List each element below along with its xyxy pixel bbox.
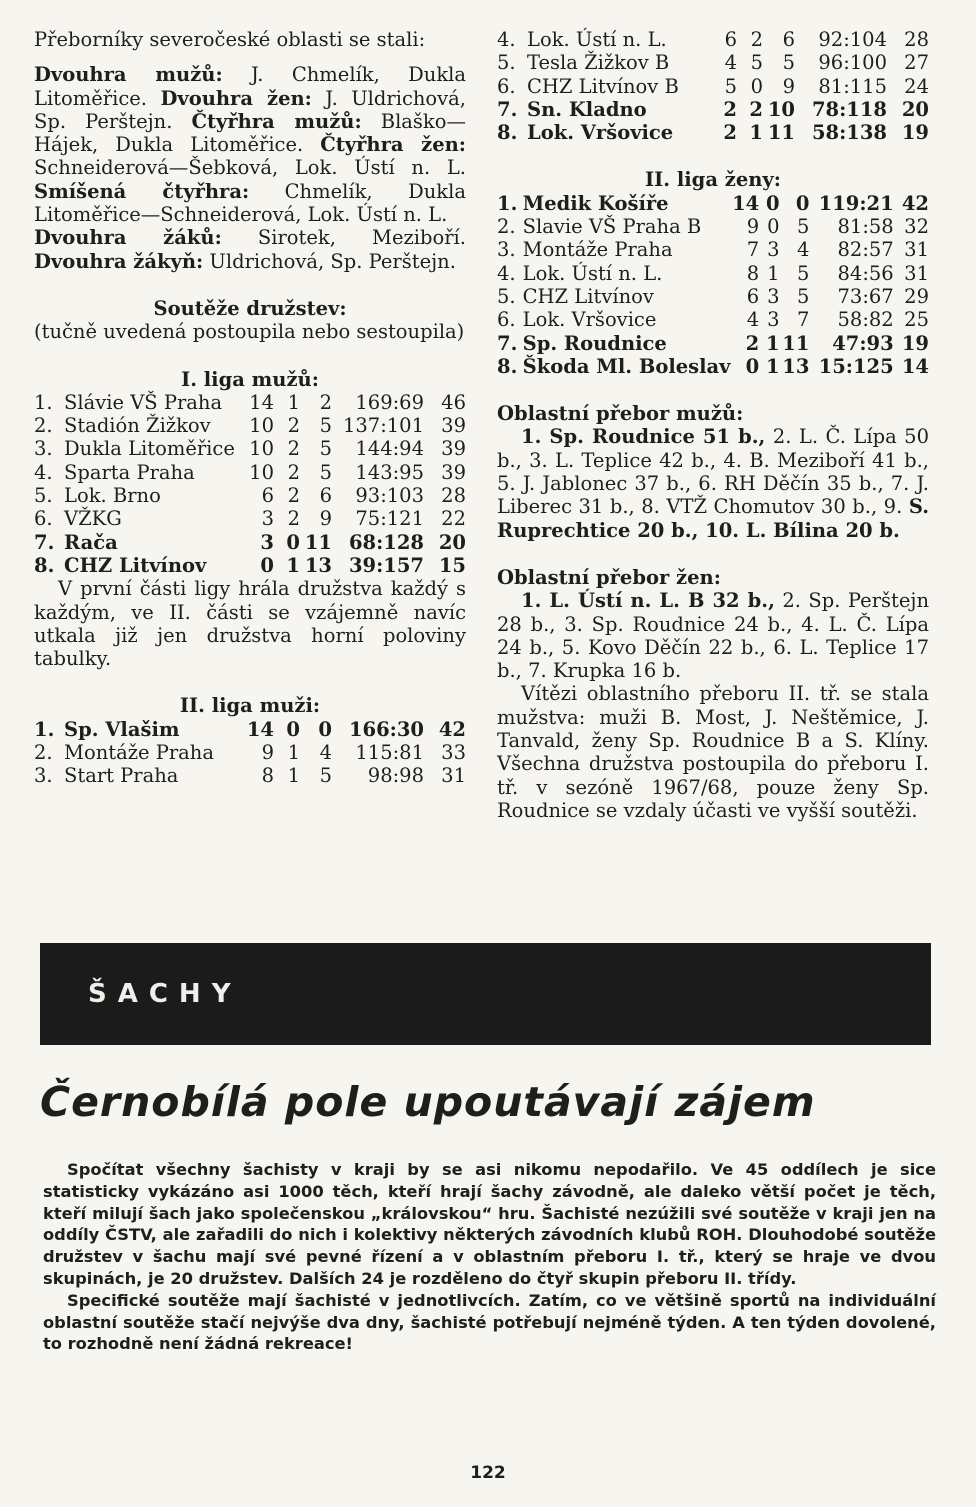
standings-cell-l: 5 xyxy=(319,460,332,484)
category-text: J. Uldrichová, Sp. Perštejn. xyxy=(34,86,467,133)
standings-cell-team: Sp. Vlašim xyxy=(64,717,180,741)
standings-cell-l: 0 xyxy=(795,191,810,215)
standings-cell-team: Lok. Ústí n. L. xyxy=(527,28,667,51)
standings-cell-pts: 20 xyxy=(901,97,929,121)
standings-cell-w: 9 xyxy=(261,741,274,765)
section-banner xyxy=(40,943,931,1045)
spacer xyxy=(497,144,929,168)
standings-cell-rank: 4. xyxy=(497,28,516,51)
standings-cell-rank: 8. xyxy=(497,354,518,378)
teams-note: (tučně uvedená postoupila nebo sestoupila) xyxy=(34,320,465,344)
standings-cell-pts: 31 xyxy=(441,764,466,788)
spacer xyxy=(497,542,929,566)
standings-cell-l: 13 xyxy=(782,354,810,378)
standings-row xyxy=(497,75,929,98)
standings-cell-team: VŽKG xyxy=(64,507,122,531)
category-text: Chmelík, Dukla Litoměřice—Schneiderová, Lok. Ústí n. L. xyxy=(34,179,466,227)
standings-cell-l: 5 xyxy=(796,284,810,308)
category-label: Dvouhra žákyň: xyxy=(34,249,204,273)
liga1-men-table xyxy=(34,391,466,577)
result-segment: 2. L. Č. Lípa 50 b., 3. L. Teplice 42 b., 4. B. Meziboří 41 b., 5. J. Jablonec 37 b., 6. RH Děčín 35 b., 7. J. Liberec 31 b., 8. VTŽ Chomutov 30 b., 9. xyxy=(497,425,929,519)
category-text: Uldrichová, Sp. Perštejn. xyxy=(203,249,456,273)
standings-row xyxy=(497,121,929,144)
standings-cell-l: 5 xyxy=(319,764,332,788)
standings-cell-l: 11 xyxy=(767,121,795,145)
standings-cell-d: 0 xyxy=(286,530,300,554)
standings-cell-d: 0 xyxy=(766,191,780,215)
standings-cell-pts: 33 xyxy=(441,741,466,765)
article-paragraph: Specifické soutěže mají šachisté v jednotlivcích. Zatím, co ve většině sportů na individuální oblastní soutěže stačí nejvýše dva dny, šachisté potřebují nejméně týden. A ten týden dovolené, to rozhodně není žádná rekreace! xyxy=(43,1290,936,1354)
category-text: Sirotek, Meziboří. xyxy=(221,226,466,250)
standings-cell-rank: 2. xyxy=(34,741,53,765)
standings-row xyxy=(34,741,466,764)
category-label: Čtyřhra mužů: xyxy=(191,109,362,133)
standings-cell-d: 0 xyxy=(750,74,763,98)
standings-cell-team: Stadión Žižkov xyxy=(64,414,211,438)
standings-cell-d: 3 xyxy=(767,308,780,332)
standings-cell-pts: 46 xyxy=(441,390,466,414)
liga2-men-table-continued xyxy=(497,28,929,144)
standings-cell-l: 0 xyxy=(318,717,332,741)
standings-cell-l: 4 xyxy=(796,238,810,262)
standings-cell-pts: 28 xyxy=(441,484,466,508)
article-headline: Černobílá pole upoutávají zájem xyxy=(40,1078,816,1126)
standings-cell-team: Lok. Brno xyxy=(64,484,161,508)
article-body xyxy=(43,1159,936,1355)
standings-cell-team: Slavie VŠ Praha B xyxy=(522,215,702,239)
standings-cell-pts: 39 xyxy=(441,437,466,461)
intro-text: Přeborníky severočeské oblasti se stali: xyxy=(34,28,426,51)
standings-cell-score: 84:56 xyxy=(837,261,894,285)
standings-row xyxy=(34,507,466,530)
standings-cell-rank: 2. xyxy=(497,215,516,239)
standings-cell-pts: 19 xyxy=(901,331,929,355)
standings-cell-w: 8 xyxy=(746,261,760,285)
standings-cell-w: 8 xyxy=(261,764,274,788)
standings-cell-rank: 8. xyxy=(34,553,55,577)
liga1-note: V první části ligy hrála družstva každý s každým, ve II. části se vzájemně navíc utkala již jen družstva horní poloviny tabulky. xyxy=(34,577,466,671)
standings-cell-rank: 5. xyxy=(34,484,53,508)
standings-row xyxy=(34,531,466,554)
spacer xyxy=(34,51,466,63)
standings-cell-score: 58:82 xyxy=(837,308,894,332)
standings-row xyxy=(34,554,466,577)
standings-cell-team: Sn. Kladno xyxy=(527,97,647,121)
standings-cell-d: 2 xyxy=(287,414,300,438)
regional-men-results xyxy=(497,425,929,541)
category-label: Dvouhra mužů: xyxy=(34,63,223,87)
standings-cell-team: Škoda Ml. Boleslav xyxy=(522,354,731,378)
result-segment: 2. Sp. Perštejn 28 b., 3. Sp. Roudnice 24 b., 4. L. Č. Lípa 24 b., 5. Kovo Děčín 22 b., 6. L. Teplice 17 b., 7. Krupka 16 b. xyxy=(497,589,929,683)
standings-cell-pts: 25 xyxy=(904,308,929,332)
standings-cell-pts: 42 xyxy=(901,191,929,215)
standings-cell-score: 169:69 xyxy=(355,390,424,414)
standings-row xyxy=(34,391,466,414)
standings-cell-rank: 3. xyxy=(34,437,53,461)
standings-cell-d: 1 xyxy=(287,764,300,788)
standings-cell-team: CHZ Litvínov B xyxy=(527,74,679,98)
standings-row xyxy=(497,51,929,74)
liga1-men-heading: I. liga mužů: xyxy=(181,367,319,391)
standings-cell-l: 4 xyxy=(319,741,332,765)
standings-cell-score: 144:94 xyxy=(355,437,424,461)
standings-cell-score: 39:157 xyxy=(348,553,424,577)
result-segment: 1. L. Ústí n. L. B 32 b., xyxy=(521,589,775,613)
regional-women-results xyxy=(497,589,929,682)
standings-cell-pts: 31 xyxy=(904,261,929,285)
section-banner-title: ŠACHY xyxy=(88,979,242,1009)
standings-cell-pts: 42 xyxy=(438,717,466,741)
standings-cell-score: 143:95 xyxy=(355,460,424,484)
standings-cell-d: 1 xyxy=(749,121,763,145)
standings-cell-l: 13 xyxy=(304,553,332,577)
standings-cell-rank: 7. xyxy=(497,97,518,121)
standings-cell-score: 166:30 xyxy=(348,717,424,741)
standings-cell-score: 78:118 xyxy=(811,97,887,121)
spacer xyxy=(497,378,929,402)
standings-cell-w: 5 xyxy=(724,74,737,98)
standings-row xyxy=(497,98,929,121)
standings-cell-w: 0 xyxy=(260,553,274,577)
standings-cell-l: 7 xyxy=(796,308,810,332)
standings-cell-rank: 5. xyxy=(497,51,516,75)
standings-cell-pts: 22 xyxy=(441,507,466,531)
standings-cell-score: 119:21 xyxy=(818,191,894,215)
standings-cell-d: 2 xyxy=(287,460,300,484)
category-label: Smíšená čtyřhra: xyxy=(34,179,250,203)
standings-cell-w: 3 xyxy=(261,507,274,531)
standings-cell-rank: 1. xyxy=(34,717,55,741)
liga2-men-heading: II. liga muži: xyxy=(179,694,321,718)
standings-cell-w: 9 xyxy=(746,215,760,239)
standings-cell-w: 3 xyxy=(260,530,274,554)
page-number: 122 xyxy=(470,1463,506,1483)
standings-cell-team: Rača xyxy=(64,530,118,554)
standings-cell-pts: 31 xyxy=(904,238,929,262)
category-text: J. Chmelík, Dukla Litoměřice. xyxy=(34,63,467,110)
standings-row xyxy=(497,192,929,215)
spacer xyxy=(34,344,466,368)
standings-cell-pts: 19 xyxy=(901,121,929,145)
standings-cell-score: 81:58 xyxy=(837,215,894,239)
standings-cell-w: 10 xyxy=(249,437,274,461)
article-paragraph: Spočítat všechny šachisty v kraji by se asi nikomu nepodařilo. Ve 45 oddílech je sice statisticky vykázáno asi 1000 těch, kteří hrají šachy závodně, ale daleko větší počet je těch, kteří milují šach jako společenskou „královskou“ hru. Šachisté nezúžili své soutěže v kraji jen na oddíly ČSTV, ale zařadili do nich i kolektivy některých závodních klubů ROH. Dlouhodobé soutěže družstev v šachu mají své pevné řízení a v oblastním přeboru I. tř., který se hraje ve dvou skupinách, je 20 družstev. Dalších 24 je rozděleno do čtyř skupin přeboru II. třídy. xyxy=(43,1160,936,1288)
standings-cell-l: 9 xyxy=(782,74,795,98)
standings-cell-rank: 5. xyxy=(497,284,516,308)
standings-cell-score: 98:98 xyxy=(367,764,424,788)
standings-cell-score: 93:103 xyxy=(355,484,424,508)
standings-cell-d: 5 xyxy=(750,51,763,75)
liga2-men-table xyxy=(34,718,466,788)
standings-row xyxy=(497,308,929,331)
standings-cell-team: Sparta Praha xyxy=(64,460,195,484)
standings-cell-score: 73:67 xyxy=(837,284,894,308)
standings-cell-team: CHZ Litvínov xyxy=(522,284,654,308)
standings-cell-pts: 24 xyxy=(904,74,929,98)
standings-cell-rank: 7. xyxy=(497,331,518,355)
regional-women-heading: Oblastní přebor žen: xyxy=(497,565,721,589)
standings-cell-w: 10 xyxy=(249,460,274,484)
standings-row xyxy=(497,262,929,285)
winners-text: Vítězi oblastního přeboru II. tř. se stala mužstva: muži B. Most, J. Neštěmice, J. Tanvald, ženy Sp. Roudnice B a S. Klíny. Všechna družstva postoupila do přeboru I. tř. v sezóně 1967/68, pouze ženy Sp. Roudnice se vzdaly účasti ve vyšší soutěži. xyxy=(497,682,929,822)
champions-paragraph xyxy=(34,63,466,226)
standings-cell-rank: 6. xyxy=(34,507,53,531)
spacer xyxy=(34,670,466,694)
standings-cell-team: Montáže Praha xyxy=(522,238,673,262)
standings-cell-l: 11 xyxy=(782,331,810,355)
standings-row xyxy=(497,332,929,355)
standings-cell-w: 6 xyxy=(261,484,274,508)
standings-cell-rank: 3. xyxy=(34,764,53,788)
standings-cell-rank: 1. xyxy=(497,191,518,215)
result-segment: 1. Sp. Roudnice 51 b., xyxy=(521,425,766,449)
category-text: Schneiderová—Šebková, Lok. Ústí n. L. xyxy=(34,156,466,180)
standings-cell-rank: 6. xyxy=(497,74,516,98)
right-column xyxy=(497,28,929,822)
standings-row xyxy=(34,484,466,507)
category-label: Čtyřhra žen: xyxy=(320,133,466,157)
standings-cell-score: 15:125 xyxy=(818,354,894,378)
standings-cell-pts: 32 xyxy=(904,215,929,239)
standings-cell-d: 1 xyxy=(287,390,300,414)
standings-row xyxy=(34,437,466,460)
standings-cell-w: 14 xyxy=(249,390,274,414)
standings-cell-team: Start Praha xyxy=(64,764,179,788)
standings-row xyxy=(34,461,466,484)
category-label: Dvouhra žen: xyxy=(160,86,312,110)
standings-cell-w: 2 xyxy=(745,331,760,355)
standings-cell-score: 58:138 xyxy=(811,121,887,145)
standings-cell-team: Medik Košíře xyxy=(522,191,669,215)
standings-cell-score: 75:121 xyxy=(355,507,424,531)
standings-cell-l: 9 xyxy=(319,507,332,531)
standings-cell-team: Tesla Žižkov B xyxy=(527,51,670,75)
standings-cell-d: 1 xyxy=(286,553,300,577)
standings-cell-d: 1 xyxy=(287,741,300,765)
spacer xyxy=(34,273,466,297)
standings-cell-score: 137:101 xyxy=(342,414,424,438)
standings-cell-d: 2 xyxy=(749,97,763,121)
standings-cell-d: 2 xyxy=(287,437,300,461)
standings-cell-pts: 27 xyxy=(904,51,929,75)
standings-cell-team: Slávie VŠ Praha xyxy=(64,390,223,414)
standings-cell-score: 68:128 xyxy=(348,530,424,554)
standings-cell-w: 7 xyxy=(746,238,760,262)
standings-cell-rank: 2. xyxy=(34,414,53,438)
standings-cell-w: 14 xyxy=(246,717,274,741)
standings-cell-l: 5 xyxy=(319,414,332,438)
standings-cell-l: 11 xyxy=(304,530,332,554)
liga2-women-heading: II. liga ženy: xyxy=(645,168,781,192)
standings-row xyxy=(497,28,929,51)
standings-cell-score: 47:93 xyxy=(832,331,894,355)
standings-row xyxy=(497,285,929,308)
standings-cell-team: Lok. Vršovice xyxy=(527,121,674,145)
standings-row xyxy=(497,238,929,261)
standings-cell-team: Montáže Praha xyxy=(64,741,214,765)
standings-cell-rank: 8. xyxy=(497,121,518,145)
standings-cell-score: 115:81 xyxy=(355,741,424,765)
standings-cell-l: 10 xyxy=(767,97,795,121)
liga2-women-table xyxy=(497,192,929,378)
standings-row xyxy=(34,718,466,741)
left-column xyxy=(34,28,466,788)
standings-cell-rank: 7. xyxy=(34,530,55,554)
standings-cell-rank: 4. xyxy=(497,261,516,285)
standings-cell-team: CHZ Litvínov xyxy=(64,553,207,577)
standings-cell-rank: 1. xyxy=(34,390,53,414)
juniors-paragraph xyxy=(34,226,466,273)
standings-cell-team: Dukla Litoměřice xyxy=(64,437,235,461)
standings-cell-d: 0 xyxy=(767,215,780,239)
standings-cell-w: 4 xyxy=(746,308,760,332)
standings-cell-w: 6 xyxy=(724,28,737,51)
standings-cell-d: 3 xyxy=(767,284,780,308)
standings-cell-d: 1 xyxy=(766,354,780,378)
category-text: Blaško—Hájek, Dukla Litoměřice. xyxy=(34,109,466,157)
standings-cell-w: 14 xyxy=(732,191,760,215)
category-label: Dvouhra žáků: xyxy=(34,226,222,250)
standings-cell-w: 4 xyxy=(724,51,737,75)
standings-cell-l: 6 xyxy=(782,28,795,51)
standings-cell-l: 5 xyxy=(319,437,332,461)
standings-cell-d: 2 xyxy=(750,28,763,51)
standings-cell-w: 10 xyxy=(249,414,274,438)
standings-cell-pts: 28 xyxy=(904,28,929,51)
standings-cell-w: 6 xyxy=(746,284,760,308)
standings-cell-score: 96:100 xyxy=(818,51,887,75)
standings-cell-pts: 39 xyxy=(441,414,466,438)
standings-cell-team: Lok. Ústí n. L. xyxy=(522,261,663,285)
standings-cell-score: 82:57 xyxy=(837,238,894,262)
standings-cell-pts: 14 xyxy=(901,354,929,378)
standings-cell-l: 5 xyxy=(782,51,795,75)
standings-cell-l: 2 xyxy=(319,390,332,414)
standings-cell-pts: 20 xyxy=(438,530,466,554)
standings-cell-pts: 29 xyxy=(904,284,929,308)
standings-cell-d: 1 xyxy=(766,331,780,355)
standings-cell-d: 2 xyxy=(287,507,300,531)
standings-cell-d: 1 xyxy=(767,261,780,285)
standings-row xyxy=(497,355,929,378)
standings-row xyxy=(34,414,466,437)
standings-row xyxy=(34,764,466,787)
standings-cell-d: 2 xyxy=(287,484,300,508)
standings-cell-l: 5 xyxy=(796,215,810,239)
standings-cell-rank: 4. xyxy=(34,460,53,484)
standings-cell-w: 0 xyxy=(745,354,760,378)
regional-men-heading: Oblastní přebor mužů: xyxy=(497,402,744,426)
standings-cell-w: 2 xyxy=(723,121,737,145)
standings-row xyxy=(497,215,929,238)
standings-cell-l: 6 xyxy=(319,484,332,508)
standings-cell-score: 92:104 xyxy=(818,28,887,51)
standings-cell-d: 0 xyxy=(286,717,300,741)
standings-cell-score: 81:115 xyxy=(818,74,887,98)
result-segment: S. Ruprechtice 20 b., 10. L. Bílina 20 b. xyxy=(497,495,929,542)
standings-cell-team: Lok. Vršovice xyxy=(522,308,657,332)
standings-cell-rank: 3. xyxy=(497,238,516,262)
standings-cell-w: 2 xyxy=(723,97,737,121)
standings-cell-l: 5 xyxy=(796,261,810,285)
standings-cell-pts: 39 xyxy=(441,460,466,484)
standings-cell-pts: 15 xyxy=(438,553,466,577)
standings-cell-rank: 6. xyxy=(497,308,516,332)
standings-cell-d: 3 xyxy=(767,238,780,262)
teams-heading: Soutěže družstev: xyxy=(153,296,347,320)
standings-cell-team: Sp. Roudnice xyxy=(522,331,667,355)
